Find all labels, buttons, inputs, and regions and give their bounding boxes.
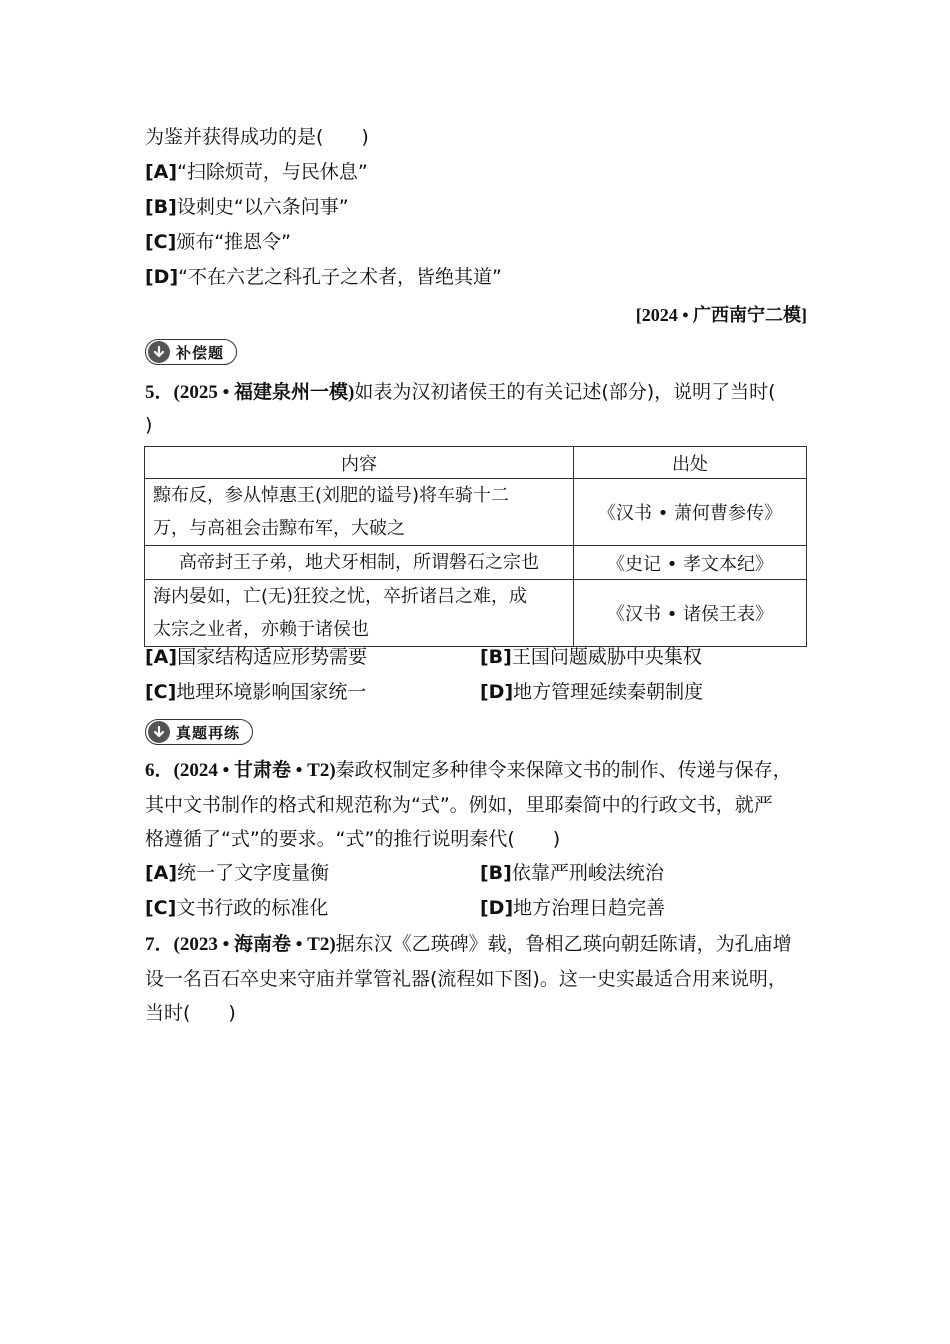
- option-text: 国家结构适应形势需要: [177, 646, 368, 668]
- option-key: [D]: [480, 897, 514, 919]
- q4-option-d: [145, 264, 502, 290]
- table-header-content: 内容: [145, 447, 574, 479]
- q7-stem-line2: 设一名百石卒史来守庙并掌管礼器(流程如下图)。这一史实最适合用来说明，: [145, 968, 787, 990]
- q6-stem-line2: 其中文书制作的格式和规范称为“式”。例如，里耶秦简中的行政文书，就严: [145, 794, 773, 816]
- option-text: 地方管理延续秦朝制度: [513, 681, 704, 703]
- q6-source: (2024 • 甘肃卷 • T2): [173, 760, 336, 781]
- table-row: [145, 479, 807, 546]
- q6-stem-line1: [145, 757, 792, 784]
- option-key: [C]: [145, 897, 177, 919]
- q5-stem-line1: [145, 379, 776, 406]
- option-key: [C]: [145, 231, 177, 253]
- q4-option-a: [145, 159, 368, 185]
- option-key: [C]: [145, 681, 177, 703]
- q4-option-c: [145, 229, 291, 255]
- table-header-row: [145, 447, 807, 479]
- cell-line: 高帝封王子弟，地犬牙相制，所谓磐石之宗也: [179, 552, 539, 573]
- option-key: [A]: [145, 161, 178, 183]
- option-key: [B]: [145, 196, 177, 218]
- option-key: [D]: [145, 266, 179, 288]
- cell-line: 黥布反，参从悼惠王(刘肥的谥号)将车骑十二: [153, 485, 510, 506]
- q5-source: (2025 • 福建泉州一模): [173, 382, 355, 403]
- q7-stem-line1: [145, 931, 792, 958]
- q6-number: 6．: [145, 760, 174, 781]
- cell-line: 海内晏如，亡(无)狂狡之忧，卒折诸吕之难，成: [153, 586, 528, 607]
- q5-stem-line2: ): [145, 414, 153, 436]
- q4-option-b: [145, 194, 349, 220]
- option-key: [A]: [145, 646, 178, 668]
- q5-option-c: [145, 679, 366, 705]
- supplement-tag: [145, 339, 237, 365]
- q6-option-b: [480, 860, 664, 886]
- table-header-source: 出处: [574, 447, 807, 479]
- table-row: [145, 546, 807, 580]
- table-cell-source: 《汉书 • 萧何曹参传》: [574, 479, 807, 546]
- cell-line: 万，与高祖会击黥布军，大破之: [153, 518, 405, 539]
- q7-stem-text: 据东汉《乙瑛碑》载，鲁相乙瑛向朝廷陈请，为孔庙增: [335, 933, 792, 955]
- q5-stem-text: 如表为汉初诸侯王的有关记述(部分)，说明了当时(: [354, 381, 776, 403]
- cell-line: 太宗之业者，亦赖于诸侯也: [153, 619, 369, 640]
- q4-stem-tail: 为鉴并获得成功的是( ): [145, 126, 369, 148]
- q4-source: [2024 • 广西南宁二模]: [635, 305, 807, 325]
- table-row: [145, 580, 807, 647]
- table-cell-source: 《史记 • 孝文本纪》: [574, 546, 807, 580]
- q5-option-d: [480, 679, 703, 705]
- q7-number: 7．: [145, 934, 174, 955]
- option-text: 文书行政的标准化: [176, 897, 329, 919]
- option-key: [A]: [145, 862, 178, 884]
- q6-stem-line3: 格遵循了“式”的要求。“式”的推行说明秦代( ): [145, 828, 561, 850]
- q6-option-d: [480, 895, 665, 921]
- q7-stem-line3: 当时( ): [145, 1002, 236, 1024]
- down-arrow-icon: [148, 721, 170, 743]
- option-text: 设刺史“以六条问事”: [176, 196, 349, 218]
- option-key: [D]: [480, 681, 514, 703]
- table-cell-source: 《汉书 • 诸侯王表》: [574, 580, 807, 647]
- q6-stem-text: 秦政权制定多种律令来保障文书的制作、传递与保存，: [335, 759, 792, 781]
- option-key: [B]: [480, 862, 512, 884]
- real-exam-tag: [145, 719, 253, 745]
- q5-number: 5．: [145, 382, 174, 403]
- table-cell-content: [145, 546, 574, 580]
- q6-option-c: [145, 895, 328, 921]
- option-text: 颁布“推恩令”: [176, 231, 291, 253]
- down-arrow-icon: [148, 341, 170, 363]
- option-text: “扫除烦苛，与民休息”: [177, 161, 368, 183]
- table-cell-content: [145, 580, 574, 647]
- option-key: [B]: [480, 646, 512, 668]
- option-text: 地方治理日趋完善: [513, 897, 666, 919]
- option-text: 地理环境影响国家统一: [176, 681, 367, 703]
- option-text: 依靠严刑峻法统治: [511, 862, 664, 884]
- option-text: 统一了文字度量衡: [177, 862, 330, 884]
- q6-option-a: [145, 860, 329, 886]
- option-text: 王国问题威胁中央集权: [511, 646, 702, 668]
- q5-table: [144, 446, 807, 647]
- q5-option-b: [480, 644, 702, 670]
- q7-source: (2023 • 海南卷 • T2): [173, 934, 336, 955]
- q5-option-a: [145, 644, 367, 670]
- table-cell-content: [145, 479, 574, 546]
- real-exam-tag-label: 真题再练: [176, 723, 241, 742]
- option-text: “不在六艺之科孔子之术者，皆绝其道”: [178, 266, 502, 288]
- supplement-tag-label: 补偿题: [176, 343, 225, 362]
